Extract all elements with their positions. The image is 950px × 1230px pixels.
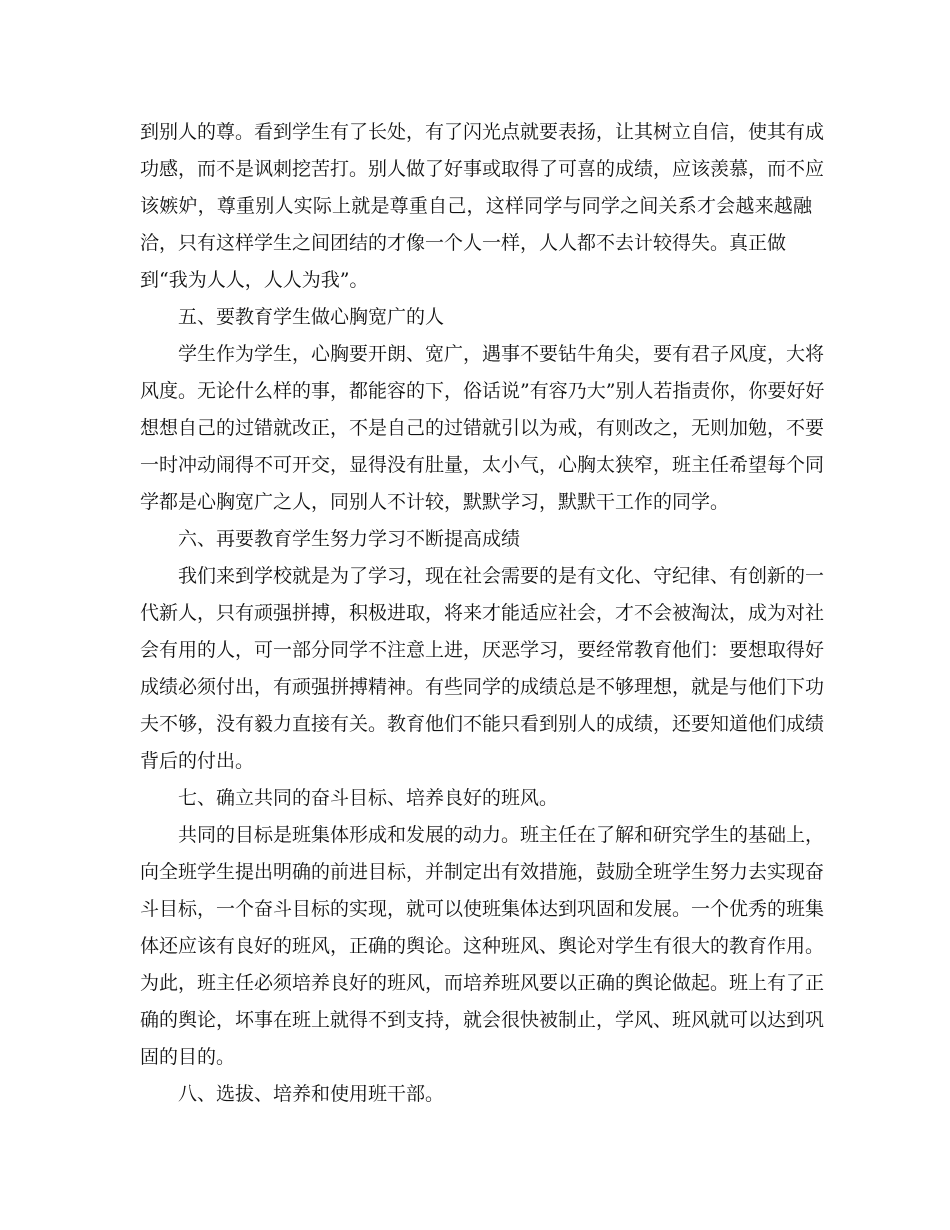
text-line: 到“我为人人，人人为我”。 [140, 269, 369, 291]
section-heading: 六、再要教育学生努力学习不断提高成绩 [178, 528, 521, 550]
text-line: 成绩必须付出，有顽强拼搏精神。有些同学的成绩总是不够理想，就是与他们下功 [140, 676, 825, 698]
text-line: 固的目的。 [140, 1046, 236, 1068]
section-heading: 五、要教育学生做心胸宽广的人 [178, 306, 445, 328]
text-line: 斗目标，一个奋斗目标的实现，就可以使班集体达到巩固和发展。一个优秀的班集 [140, 898, 825, 920]
text-line: 代新人，只有顽强拼搏，积极进取，将来才能适应社会，才不会被淘汰，成为对社 [140, 602, 825, 624]
text-line: 共同的目标是班集体形成和发展的动力。班主任在了解和研究学生的基础上， [178, 824, 825, 846]
text-line: 背后的付出。 [140, 750, 255, 772]
text-line: 向全班学生提出明确的前进目标，并制定出有效措施，鼓励全班学生努力去实现奋 [140, 861, 825, 883]
text-line: 学生作为学生，心胸要开朗、宽广，遇事不要钻牛角尖，要有君子风度，大将 [178, 343, 825, 365]
text-line: 洽，只有这样学生之间团结的才像一个人一样，人人都不去计较得失。真正做 [140, 232, 787, 254]
text-line: 确的舆论，坏事在班上就得不到支持，就会很快被制止，学风、班风就可以达到巩 [140, 1009, 825, 1031]
text-line: 想想自己的过错就改正，不是自己的过错就引以为戒，有则改之，无则加勉，不要 [140, 417, 825, 439]
text-line: 为此，班主任必须培养良好的班风，而培养班风要以正确的舆论做起。班上有了正 [140, 972, 825, 994]
text-line: 夫不够，没有毅力直接有关。教育他们不能只看到别人的成绩，还要知道他们成绩 [140, 713, 825, 735]
section-heading: 七、确立共同的奋斗目标、培养良好的班风。 [178, 787, 559, 809]
text-line: 会有用的人，可一部分同学不注意上进，厌恶学习，要经常教育他们：要想取得好 [140, 639, 825, 661]
text-line: 体还应该有良好的班风，正确的舆论。这种班风、舆论对学生有很大的教育作用。 [140, 935, 825, 957]
text-line: 功感，而不是讽刺挖苦打。别人做了好事或取得了可喜的成绩，应该羡慕，而不应 [140, 158, 825, 180]
text-line: 风度。无论什么样的事，都能容的下，俗话说”有容乃大”别人若指责你，你要好好 [140, 380, 825, 402]
text-line: 我们来到学校就是为了学习，现在社会需要的是有文化、守纪律、有创新的一 [178, 565, 825, 587]
text-line: 该嫉妒，尊重别人实际上就是尊重自己，这样同学与同学之间关系才会越来越融 [140, 195, 812, 217]
text-line: 到别人的尊。看到学生有了长处，有了闪光点就要表扬，让其树立自信，使其有成 [140, 121, 825, 143]
text-line: 一时冲动闹得不可开交，显得没有肚量，太小气，心胸太狭窄，班主任希望每个同 [140, 454, 825, 476]
section-heading: 八、选拔、培养和使用班干部。 [178, 1083, 445, 1105]
text-line: 学都是心胸宽广之人，同别人不计较，默默学习，默默干工作的同学。 [140, 491, 730, 513]
